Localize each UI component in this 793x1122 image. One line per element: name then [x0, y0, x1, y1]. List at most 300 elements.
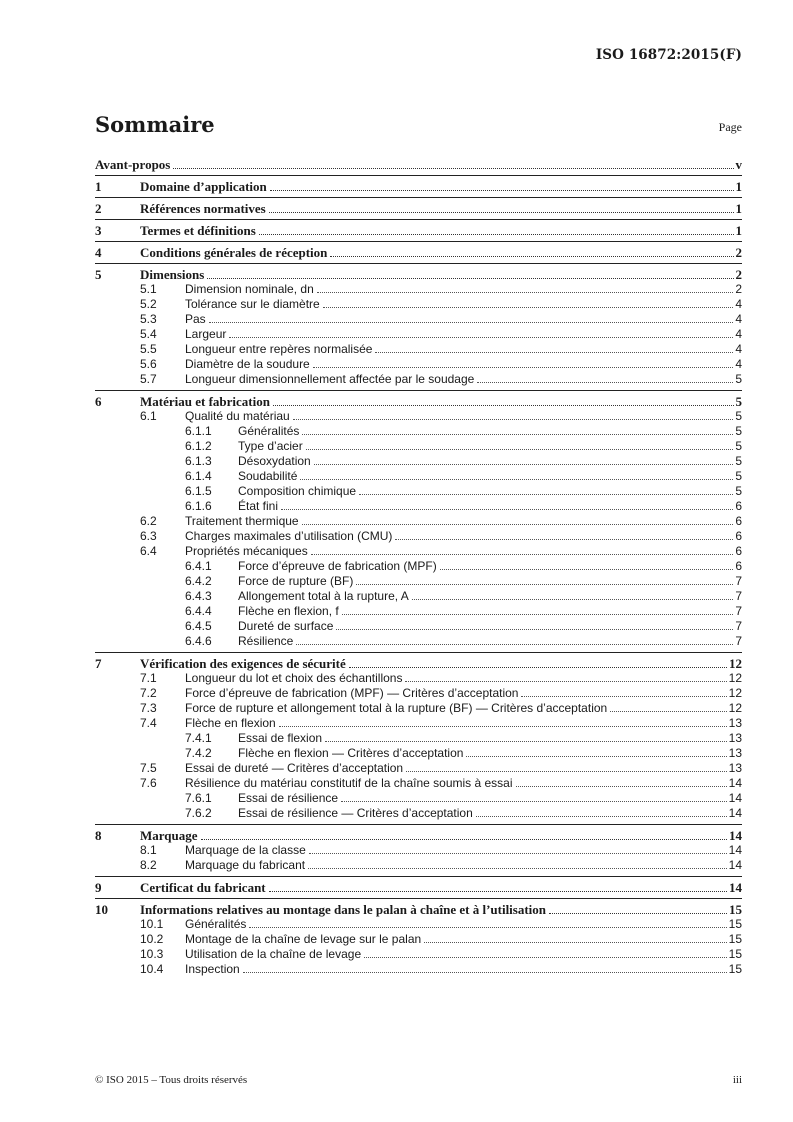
toc-entry[interactable]: [95, 962, 742, 977]
toc-entry[interactable]: [95, 424, 742, 439]
toc-entry-page: 12: [728, 671, 742, 685]
toc-entry[interactable]: [95, 574, 742, 589]
dot-leader: [516, 776, 727, 787]
toc-entry-number: 2: [95, 201, 102, 216]
toc-entry-page: 6: [735, 529, 742, 543]
toc-entry-page: 14: [728, 776, 742, 790]
toc-entry-line: [140, 394, 742, 409]
dot-leader: [249, 917, 726, 928]
toc-entry-title: Force de rupture (BF): [238, 574, 354, 588]
toc-entry-line: [185, 297, 742, 312]
toc-entry-number: 5.4: [140, 327, 157, 341]
toc-entry-number: 4: [95, 245, 102, 260]
toc-entry[interactable]: [95, 282, 742, 297]
toc-entry-title: Marquage de la classe: [185, 843, 306, 857]
toc-entry[interactable]: [95, 514, 742, 529]
dot-leader: [302, 514, 734, 525]
toc-entry-page: 1: [735, 201, 742, 216]
toc-entry-line: [140, 828, 742, 843]
toc-entry-number: 5.7: [140, 372, 157, 386]
toc-entry-title: Force d’épreuve de fabrication (MPF): [238, 559, 437, 573]
toc-entry-title: Soudabilité: [238, 469, 298, 483]
toc-entry-title: Flèche en flexion: [185, 716, 276, 730]
toc-entry-title: Longueur entre repères normalisée: [185, 342, 373, 356]
toc-entry[interactable]: [95, 761, 742, 776]
toc-entry-line: [140, 902, 742, 917]
dot-leader: [342, 604, 734, 615]
section-divider: [95, 652, 742, 653]
toc-entry[interactable]: [95, 671, 742, 686]
toc-entry-line: [185, 357, 742, 372]
dot-leader: [364, 947, 727, 958]
dot-leader: [412, 589, 734, 600]
toc-entry-page: 12: [728, 701, 742, 715]
toc-entry-line: [185, 761, 742, 776]
toc-entry-title: Longueur du lot et choix des échantillons: [185, 671, 403, 685]
toc-entry[interactable]: [95, 529, 742, 544]
toc-entry[interactable]: [95, 776, 742, 791]
dot-leader: [308, 858, 727, 869]
toc-entry-page: 5: [735, 394, 742, 409]
toc-entry[interactable]: [95, 544, 742, 559]
toc-entry-line: [185, 327, 742, 342]
toc-entry-line: [238, 439, 742, 454]
toc-entry-number: 8.2: [140, 858, 157, 872]
toc-entry-page: 13: [728, 731, 742, 745]
toc-entry[interactable]: [95, 179, 742, 194]
toc-entry-line: [140, 656, 742, 671]
toc-entry-title: Largeur: [185, 327, 227, 341]
dot-leader: [293, 409, 734, 420]
dot-leader: [349, 657, 727, 668]
page-title: Sommaire: [95, 112, 215, 137]
document-id: ISO 16872:2015(F): [595, 47, 742, 63]
toc-entry-number: 9: [95, 880, 102, 895]
toc-entry-number: 6.4.4: [185, 604, 212, 618]
dot-leader: [405, 671, 726, 682]
dot-leader: [610, 701, 726, 712]
toc-entry-page: 13: [728, 761, 742, 775]
toc-entry-title: Flèche en flexion — Critères d’acceptation: [238, 746, 464, 760]
toc-entry-line: [238, 424, 742, 439]
toc-entry-page: 7: [735, 619, 742, 633]
toc-entry-page: 4: [735, 327, 742, 341]
toc-entry-page: 4: [735, 357, 742, 371]
toc-entry-number: 10.1: [140, 917, 164, 931]
toc-entry-line: [185, 917, 742, 932]
toc-entry-number: 5.5: [140, 342, 157, 356]
toc-entry-number: 10.4: [140, 962, 164, 976]
toc-entry-page: 6: [735, 544, 742, 558]
toc-entry-title: Inspection: [185, 962, 240, 976]
toc-entry-page: 15: [728, 932, 742, 946]
toc-entry-title: Généralités: [238, 424, 300, 438]
dot-leader: [330, 246, 733, 257]
toc-entry-number: 6.1.5: [185, 484, 212, 498]
toc-entry[interactable]: [95, 394, 742, 409]
toc-entry-line: [185, 701, 742, 716]
toc-entry-title: Vérification des exigences de sécurité: [140, 656, 346, 671]
toc-entry-line: [185, 686, 742, 701]
toc-entry-title: Utilisation de la chaîne de levage: [185, 947, 362, 961]
toc-entry-page: 12: [729, 656, 742, 671]
toc-entry-line: [238, 634, 742, 649]
toc-entry-title: Marquage du fabricant: [185, 858, 306, 872]
toc-entry-title: Flèche en flexion, f: [238, 604, 339, 618]
toc-entry-title: Force de rupture et allongement total à la rupture (BF) — Critères d’acceptation: [185, 701, 608, 715]
toc-entry-title: Matériau et fabrication: [140, 394, 270, 409]
toc-entry-line: [238, 559, 742, 574]
toc-entry-number: 6.4.1: [185, 559, 212, 573]
toc-entry-line: [238, 746, 742, 761]
toc-entry[interactable]: [95, 731, 742, 746]
toc-entry-line: [185, 947, 742, 962]
toc-entry-title: Type d’acier: [238, 439, 303, 453]
toc-entry-number: 7.2: [140, 686, 157, 700]
toc-entry-page: 4: [735, 312, 742, 326]
toc-entry-page: 15: [728, 962, 742, 976]
toc-entry-number: 10: [95, 902, 108, 917]
toc-entry[interactable]: [95, 357, 742, 372]
toc-entry[interactable]: [95, 267, 742, 282]
toc-entry[interactable]: [95, 917, 742, 932]
toc-entry[interactable]: [95, 327, 742, 342]
toc-entry-page: 7: [735, 634, 742, 648]
toc-entry-title: Essai de résilience — Critères d’acceptation: [238, 806, 473, 820]
toc-entry-line: [238, 731, 742, 746]
toc-entry-title: Résilience: [238, 634, 294, 648]
dot-leader: [306, 439, 734, 450]
toc-entry-line: [185, 962, 742, 977]
toc-entry-page: 1: [735, 223, 742, 238]
toc-entry[interactable]: [95, 791, 742, 806]
toc-entry-title: Avant-propos: [95, 157, 171, 172]
toc-entry-line: [185, 843, 742, 858]
dot-leader: [406, 761, 727, 772]
toc-entry-number: 7.1: [140, 671, 157, 685]
toc-entry-number: 1: [95, 179, 102, 194]
toc-entry-number: 7.6: [140, 776, 157, 790]
dot-leader: [273, 395, 734, 406]
section-divider: [95, 824, 742, 825]
footer-copyright: © ISO 2015 – Tous droits réservés: [95, 1074, 248, 1086]
toc-entry-number: 6.1.2: [185, 439, 212, 453]
toc-entry-line: [238, 589, 742, 604]
toc-entry-line: [185, 932, 742, 947]
toc-entry[interactable]: [95, 223, 742, 238]
toc-entry-line: [140, 267, 742, 282]
dot-leader: [477, 372, 733, 383]
toc-entry-line: [238, 469, 742, 484]
toc-entry-line: [185, 312, 742, 327]
toc-entry-number: 8.1: [140, 843, 157, 857]
toc-entry-number: 5.2: [140, 297, 157, 311]
toc-entry[interactable]: [95, 634, 742, 649]
toc-entry[interactable]: [95, 604, 742, 619]
dot-leader: [243, 962, 727, 973]
toc-entry-page: 5: [735, 484, 742, 498]
toc-entry[interactable]: [95, 372, 742, 387]
toc-entry-title: Essai de flexion: [238, 731, 323, 745]
toc-entry-number: 5.1: [140, 282, 157, 296]
dot-leader: [309, 843, 727, 854]
toc-entry-title: Informations relatives au montage dans le palan à chaîne et à l’utilisation: [140, 902, 547, 917]
toc-entry[interactable]: [95, 439, 742, 454]
toc-entry-number: 7.4.2: [185, 746, 212, 760]
dot-leader: [325, 731, 727, 742]
table-of-contents: [95, 157, 742, 977]
dot-leader: [300, 469, 733, 480]
toc-entry[interactable]: [95, 201, 742, 216]
toc-entry[interactable]: [95, 469, 742, 484]
dot-leader: [311, 544, 734, 555]
toc-entry[interactable]: [95, 342, 742, 357]
toc-entry-title: Montage de la chaîne de levage sur le palan: [185, 932, 422, 946]
toc-entry[interactable]: [95, 484, 742, 499]
toc-entry-page: 14: [728, 858, 742, 872]
dot-leader: [424, 932, 726, 943]
toc-entry-title: Dimension nominale, dn: [185, 282, 314, 296]
toc-entry[interactable]: [95, 686, 742, 701]
toc-entry-page: 2: [735, 267, 742, 282]
toc-entry-line: [185, 776, 742, 791]
toc-entry-title: Tolérance sur le diamètre: [185, 297, 320, 311]
toc-entry[interactable]: [95, 843, 742, 858]
toc-entry[interactable]: [95, 245, 742, 260]
toc-entry-title: Essai de résilience: [238, 791, 339, 805]
toc-entry-title: Dimensions: [140, 267, 205, 282]
toc-entry-title: Références normatives: [140, 201, 266, 216]
toc-entry-line: [185, 544, 742, 559]
toc-entry-number: 6.4: [140, 544, 157, 558]
toc-entry-line: [238, 484, 742, 499]
toc-entry-line: [185, 342, 742, 357]
toc-entry-page: 15: [728, 947, 742, 961]
toc-entry-page: 2: [735, 245, 742, 260]
toc-entry-line: [185, 282, 742, 297]
section-divider: [95, 898, 742, 899]
toc-entry-title: État fini: [238, 499, 279, 513]
toc-entry-number: 6.4.3: [185, 589, 212, 603]
toc-entry[interactable]: [95, 880, 742, 895]
dot-leader: [229, 327, 733, 338]
dot-leader: [466, 746, 726, 757]
toc-entry-title: Essai de dureté — Critères d’acceptation: [185, 761, 404, 775]
toc-entry-number: 6.1: [140, 409, 157, 423]
dot-leader: [296, 634, 733, 645]
toc-entry-line: [140, 201, 742, 216]
dot-leader: [259, 224, 734, 235]
toc-entry-page: 5: [735, 372, 742, 386]
toc-entry-page: 13: [728, 716, 742, 730]
toc-entry-page: 1: [735, 179, 742, 194]
dot-leader: [440, 559, 734, 570]
toc-entry-page: 5: [735, 424, 742, 438]
toc-entry-page: 6: [735, 559, 742, 573]
toc-entry[interactable]: [95, 947, 742, 962]
toc-entry-title: Termes et définitions: [140, 223, 256, 238]
dot-leader: [302, 424, 733, 435]
toc-entry-title: Longueur dimensionnellement affectée par le soudage: [185, 372, 475, 386]
toc-entry-page: 5: [735, 454, 742, 468]
toc-entry-page: 12: [728, 686, 742, 700]
toc-entry-number: 7.6.2: [185, 806, 212, 820]
toc-entry-number: 6.2: [140, 514, 157, 528]
toc-entry-number: 6.3: [140, 529, 157, 543]
dot-leader: [549, 903, 727, 914]
toc-entry-title: Diamètre de la soudure: [185, 357, 310, 371]
dot-leader: [209, 312, 734, 323]
toc-entry-line: [140, 245, 742, 260]
toc-entry-page: 2: [735, 282, 742, 296]
dot-leader: [281, 499, 733, 510]
toc-entry-number: 3: [95, 223, 102, 238]
toc-entry-number: 7.6.1: [185, 791, 212, 805]
toc-entry-title: Résilience du matériau constitutif de la chaîne soumis à essai: [185, 776, 513, 790]
toc-entry-page: 6: [735, 499, 742, 513]
toc-entry-line: [238, 619, 742, 634]
toc-entry[interactable]: [95, 619, 742, 634]
toc-entry-number: 6.4.2: [185, 574, 212, 588]
toc-entry-title: Dureté de surface: [238, 619, 334, 633]
toc-entry-line: [185, 529, 742, 544]
toc-entry-page: 15: [729, 902, 742, 917]
section-divider: [95, 197, 742, 198]
toc-entry-number: 5: [95, 267, 102, 282]
toc-entry-line: [185, 716, 742, 731]
toc-entry[interactable]: [95, 312, 742, 327]
toc-entry[interactable]: [95, 589, 742, 604]
toc-entry-line: [185, 671, 742, 686]
dot-leader: [317, 282, 734, 293]
toc-entry-title: Domaine d’application: [140, 179, 267, 194]
toc-entry-page: 15: [728, 917, 742, 931]
toc-entry-title: Composition chimique: [238, 484, 357, 498]
toc-entry-line: [238, 499, 742, 514]
dot-leader: [323, 297, 734, 308]
toc-entry[interactable]: [95, 409, 742, 424]
dot-leader: [173, 158, 733, 169]
toc-entry-line: [238, 604, 742, 619]
toc-entry[interactable]: [95, 716, 742, 731]
toc-entry-title: Généralités: [185, 917, 247, 931]
toc-entry-number: 7.5: [140, 761, 157, 775]
toc-entry[interactable]: [95, 828, 742, 843]
section-divider: [95, 390, 742, 391]
toc-entry-number: 10.2: [140, 932, 164, 946]
toc-entry[interactable]: [95, 701, 742, 716]
toc-entry-line: [185, 514, 742, 529]
toc-entry-page: 5: [735, 409, 742, 423]
toc-entry-page: 14: [728, 791, 742, 805]
dot-leader: [341, 791, 727, 802]
toc-entry-number: 6: [95, 394, 102, 409]
toc-entry-number: 10.3: [140, 947, 164, 961]
toc-entry-number: 7.3: [140, 701, 157, 715]
toc-entry-line: [185, 858, 742, 873]
toc-entry-line: [238, 454, 742, 469]
page-column-label: Page: [718, 120, 742, 134]
toc-entry-title: Pas: [185, 312, 206, 326]
toc-entry-line: [140, 880, 742, 895]
dot-leader: [395, 529, 733, 540]
toc-entry-number: 5.6: [140, 357, 157, 371]
toc-entry-title: Traitement thermique: [185, 514, 299, 528]
toc-entry-page: 14: [728, 806, 742, 820]
dot-leader: [375, 342, 733, 353]
dot-leader: [269, 202, 734, 213]
toc-entry-page: 5: [735, 439, 742, 453]
dot-leader: [336, 619, 733, 630]
toc-entry[interactable]: [95, 932, 742, 947]
toc-entry-page: 7: [735, 604, 742, 618]
toc-entry-page: 13: [728, 746, 742, 760]
toc-entry-title: Allongement total à la rupture, A: [238, 589, 409, 603]
toc-entry-line: [140, 223, 742, 238]
toc-entry-page: 7: [735, 574, 742, 588]
toc-entry-page: 14: [728, 843, 742, 857]
toc-entry-line: [185, 372, 742, 387]
toc-entry-page: 6: [735, 514, 742, 528]
toc-entry[interactable]: [95, 559, 742, 574]
toc-entry-page: 4: [735, 342, 742, 356]
toc-entry-title: Force d’épreuve de fabrication (MPF) — Critères d’acceptation: [185, 686, 519, 700]
dot-leader: [270, 180, 734, 191]
dot-leader: [207, 268, 733, 279]
toc-entry-page: 14: [729, 828, 742, 843]
toc-entry[interactable]: [95, 499, 742, 514]
toc-entry-number: 7.4: [140, 716, 157, 730]
dot-leader: [279, 716, 727, 727]
section-divider: [95, 876, 742, 877]
toc-entry-title: Qualité du matériau: [185, 409, 290, 423]
section-divider: [95, 219, 742, 220]
toc-entry-line: [140, 179, 742, 194]
toc-entry[interactable]: [95, 858, 742, 873]
toc-entry-line: [238, 574, 742, 589]
toc-entry-number: 6.1.3: [185, 454, 212, 468]
toc-entry[interactable]: [95, 656, 742, 671]
toc-entry-line: [238, 806, 742, 821]
footer-page-number: iii: [732, 1074, 742, 1086]
dot-leader: [356, 574, 733, 585]
toc-entry-number: 5.3: [140, 312, 157, 326]
toc-entry-title: Désoxydation: [238, 454, 311, 468]
toc-entry[interactable]: [95, 454, 742, 469]
dot-leader: [201, 829, 727, 840]
dot-leader: [314, 454, 734, 465]
toc-entry-page: 4: [735, 297, 742, 311]
toc-entry-title: Propriétés mécaniques: [185, 544, 308, 558]
toc-entry[interactable]: [95, 157, 742, 172]
toc-entry-number: 6.1.1: [185, 424, 212, 438]
toc-entry-number: 7.4.1: [185, 731, 212, 745]
toc-entry[interactable]: [95, 746, 742, 761]
toc-entry-title: Marquage: [140, 828, 198, 843]
toc-entry[interactable]: [95, 297, 742, 312]
section-divider: [95, 175, 742, 176]
toc-entry-number: 6.1.4: [185, 469, 212, 483]
toc-entry-line: [185, 409, 742, 424]
toc-entry[interactable]: [95, 806, 742, 821]
toc-entry-page: 5: [735, 469, 742, 483]
dot-leader: [269, 881, 727, 892]
toc-entry-title: Certificat du fabricant: [140, 880, 266, 895]
toc-entry-page: v: [735, 157, 742, 172]
toc-entry-number: 6.4.6: [185, 634, 212, 648]
dot-leader: [476, 806, 727, 817]
toc-entry[interactable]: [95, 902, 742, 917]
